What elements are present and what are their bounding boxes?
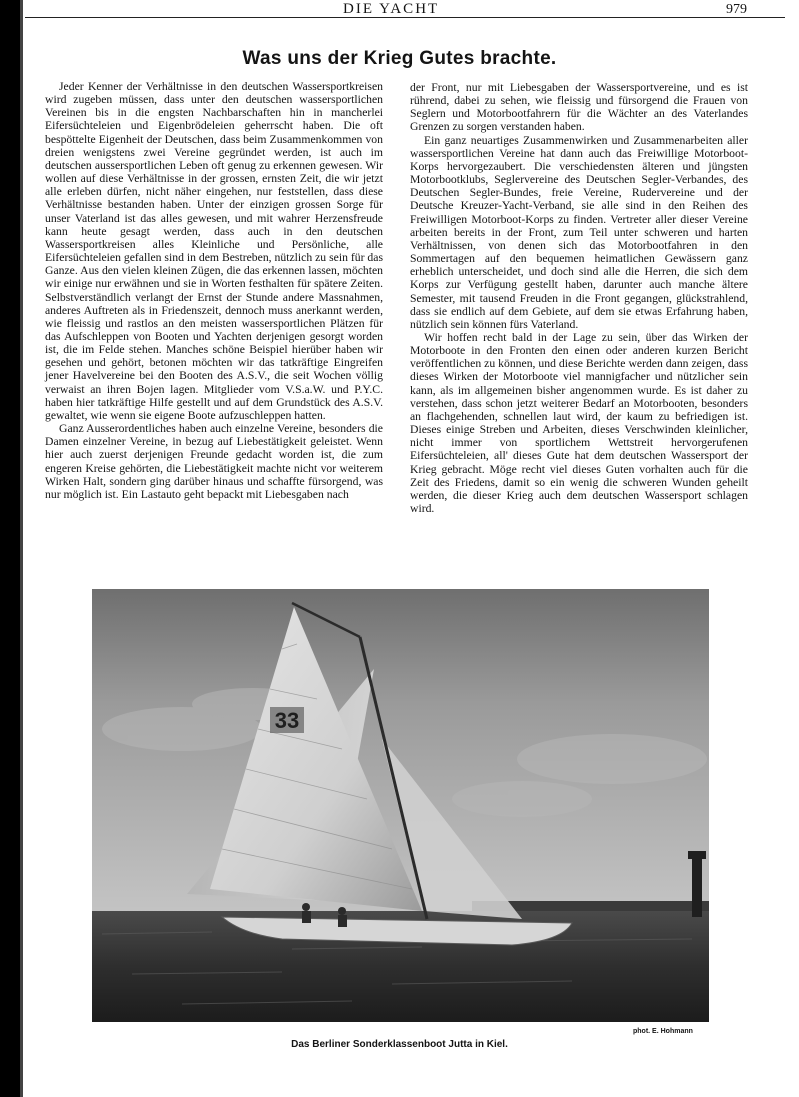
paragraph: Ganz Ausserordentliches haben auch einzelne Vereine, besonders die Damen einzelner Vereine, in bezug auf Liebestätigkeit geleistet. Wenn hier auch zuerst derjenigen Freunde gedacht worden ist, die zum engeren Kreise gehörten, die Liebestätigkeit machte nicht vor weiterem Wirken Halt, sondern ging darüber hinaus und schaffte fürsorgend, was nur möglich ist. Ein Lastauto geht bepackt mit Liebesgaben nach [45, 422, 383, 501]
paragraph: der Front, nur mit Liebesgaben der Wassersportvereine, und es ist rührend, dabei zu sehen, wie fleissig und fürsorgend die Frauen von Seglern und Motorbootfahrern für die Wächter an des Vaterlandes Grenzen zu sorgen verstanden haben. [410, 81, 748, 134]
scan-border [0, 0, 20, 1097]
paragraph: Ein ganz neuartiges Zusammenwirken und Zusammenarbeiten aller wassersportlichen Vereine hat dann auch das Freiwillige Motorboot-Korps hervorgezaubert. Die verschiedensten älteren und jüngsten Motorbootklubs, Seglervereine des Deutschen Segler-Verbandes, des Deutschen Segler-Bundes, freie Vereine, Rudervereine und der Deutsche Kreuzer-Yacht-Verband, sie alle sind in den Reihen des Freiwilligen Motorboot-Korps zu finden. Vertreter aller dieser Vereine arbeiten bereits in der Front, zum Teil unter schweren und harten Verhältnissen, von denen sich das Motorbootfahren in den Sommertagen auf den bequemen heimatlichen Gewässern ganz erheblich unterscheidet, und doch sind alle die Herren, die sich dem Korps zur Verfügung gestellt haben, darunter auch manche ältere Semester, mit tausend Freuden in die Front gegangen, glückstrahlend, dass sie endlich auf dem Gebiete, auf dem sie etwas Erfahrung haben, nützlich sein können fürs Vaterland. [410, 133, 748, 331]
photo-caption: Das Berliner Sonderklassenboot Jutta in Kiel. [291, 1039, 508, 1050]
page-edge [20, 0, 23, 1097]
article-column-right [410, 81, 748, 515]
paragraph: Jeder Kenner der Verhältnisse in den deutschen Wassersportkreisen wird zugeben müssen, dass unter den deutschen wassersportlichen Vereinen bis in die engsten Nachbarschaften hin in mancherlei Eifersüchteleien und Eigenbrödeleien geherrscht haben. Die oft bespöttelte Eigenheit der Deutschen, dass beim Zusammenkommen von dreien wenigstens zwei Vereine gegründet werden, ist auch im deutschen aussersportlichen Leben oft genug zu erkennen gewesen. Wir wollen auf diese Verhältnisse in der grossen, ernsten Zeit, die wir jetzt alle erleben dürfen, nicht näher eingehen, nur feststellen, dass diese Verhältnisse bestanden haben. Unter der einzigen grossen Sorge für unser Vaterland ist das alles gewesen, und mit wahrer Herzensfreude kann heute gesagt werden, dass auch in den deutschen Wassersportkreisen alles Kleinliche und Persönliche, alle Eifersüchteleien gefallen sind in dem Bestreben, nützlich zu sein für das Ganze. Aus den vielen kleinen Zügen, die das erkennen lassen, möchten wir einige nur erwähnen und sie in Worten festhalten für spätere Zeiten. Selbstverständlich verlangt der Ernst der Stunde andere Massnahmen, anderes Auftreten als in Friedenszeit, dennoch muss anerkannt werden, wie fleissig und rastlos an den meisten wassersportlichen Plätzen für das Aufschleppen von Booten und Yachten derjenigen gesorgt worden ist, die im Felde stehen. Manches schöne Beispiel hierüber haben wir gesehen und gehört, betonen möchten wir das tatkräftige Eingreifen jener Havelvereine bei den Booten des A.S.V., die seit Wochen völlig verwaist an ihren Bojen lagen. Mitglieder vom V.S.a.W. und P.Y.C. haben hier tatkräftige Hilfe gestellt und auf dem Grundstück des A.S.V. gewaltet, wie wenn sie eigene Boote aufzuschleppen hatten. [45, 80, 383, 422]
article-column-left [45, 80, 383, 501]
masthead: DIE YACHT [343, 1, 440, 17]
sail-number: 33 [274, 708, 300, 733]
photo-credit: phot. E. Hohmann [633, 1028, 693, 1035]
sailboat-illustration [92, 589, 709, 1022]
sailboat-photo [92, 589, 709, 1022]
paragraph: Wir hoffen recht bald in der Lage zu sein, über das Wirken der Motorboote in den Fronten den einen oder anderen kurzen Bericht veröffentlichen zu können, und diese Berichte werden dann zeigen, dass dieses Wirken der Motorboote viel mannigfacher und nützlicher sein kann, als im allgemeinen bisher angenommen wurde. Es ist daher zu verstehen, dass schon jetzt weiterer Bedarf an Motorbooten, besonders an flachgehenden, schnellen laut wird, der kaum zu befriedigen ist. Dieses einige Streben und Arbeiten, dieses Verschwinden kleinlicher, nicht immer von sportlichem Wettstreit hervorgerufenen Eifersüchteleien, all' dieses Gute hat dem deutschen Wassersport der Krieg gebracht. Möge recht viel dieses Guten vorhalten auch für die Zeit des Friedens, damit so ein wenig die schweren Wunden geheilt werden, die dieser Krieg auch dem deutschen Wassersport schlagen wird. [410, 330, 748, 515]
header-rule [25, 17, 785, 18]
page-number: 979 [726, 2, 747, 17]
article-title: Was uns der Krieg Gutes brachte. [242, 48, 557, 69]
